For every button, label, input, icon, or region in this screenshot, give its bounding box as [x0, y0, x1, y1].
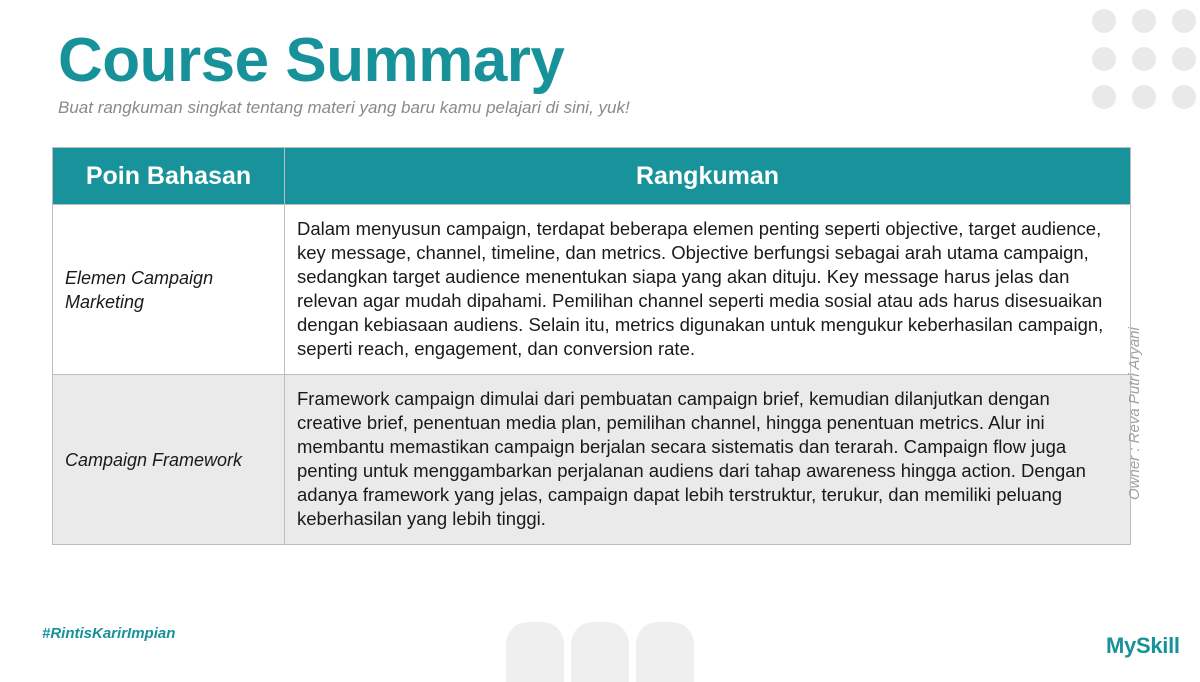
decorative-dot-grid: [1092, 9, 1200, 113]
table-header-row: [53, 148, 1131, 205]
header-poin-bahasan: Poin Bahasan: [53, 148, 285, 205]
row-summary: Dalam menyusun campaign, terdapat beberapa elemen penting seperti objective, target audience, key message, channel, timeline, dan metrics. Objective berfungsi sebagai arah utama campaign, sedangkan target audience menentukan siapa yang akan dituju. Key message harus jelas dan relevan agar mudah dipahami. Pemilihan channel seperti media sosial atau ads harus disesuaikan dengan kebiasaan audiens. Selain itu, metrics digunakan untuk mengukur keberhasilan campaign, seperti reach, engagement, dan conversion rate.: [285, 205, 1131, 375]
row-summary: Framework campaign dimulai dari pembuatan campaign brief, kemudian dilanjutkan dengan creative brief, penentuan media plan, pemilihan channel, hingga penentuan metrics. Alur ini membantu memastikan campaign berjalan secara sistematis dan terarah. Campaign flow juga penting untuk menggambarkan perjalanan audiens dari tahap awareness hingga action. Dengan adanya framework yang jelas, campaign dapat lebih terstruktur, terukur, dan memiliki peluang keberhasilan yang lebih tinggi.: [285, 375, 1131, 545]
row-topic: Elemen Campaign Marketing: [53, 205, 285, 375]
hashtag-label: #RintisKarirImpian: [42, 625, 176, 642]
decorative-dot: [1172, 85, 1196, 109]
table-row: [53, 205, 1131, 375]
decorative-dot: [1092, 47, 1116, 71]
row-topic: Campaign Framework: [53, 375, 285, 545]
decorative-dot: [1092, 9, 1116, 33]
decorative-dot: [1172, 9, 1196, 33]
summary-table: [52, 147, 1131, 545]
header-rangkuman: Rangkuman: [285, 148, 1131, 205]
decorative-arch: [636, 622, 694, 682]
decorative-dot: [1132, 85, 1156, 109]
decorative-dot: [1132, 47, 1156, 71]
decorative-arch: [506, 622, 564, 682]
owner-label: Owner : Reva Putri Aryani: [1126, 327, 1143, 500]
table-row: [53, 375, 1131, 545]
decorative-dot: [1172, 47, 1196, 71]
decorative-dot: [1092, 85, 1116, 109]
brand-logo: MySkill: [1106, 633, 1180, 658]
decorative-arch: [571, 622, 629, 682]
page-title: Course Summary: [58, 26, 565, 95]
decorative-dot: [1132, 9, 1156, 33]
page-subtitle: Buat rangkuman singkat tentang materi yang baru kamu pelajari di sini, yuk!: [58, 98, 630, 117]
